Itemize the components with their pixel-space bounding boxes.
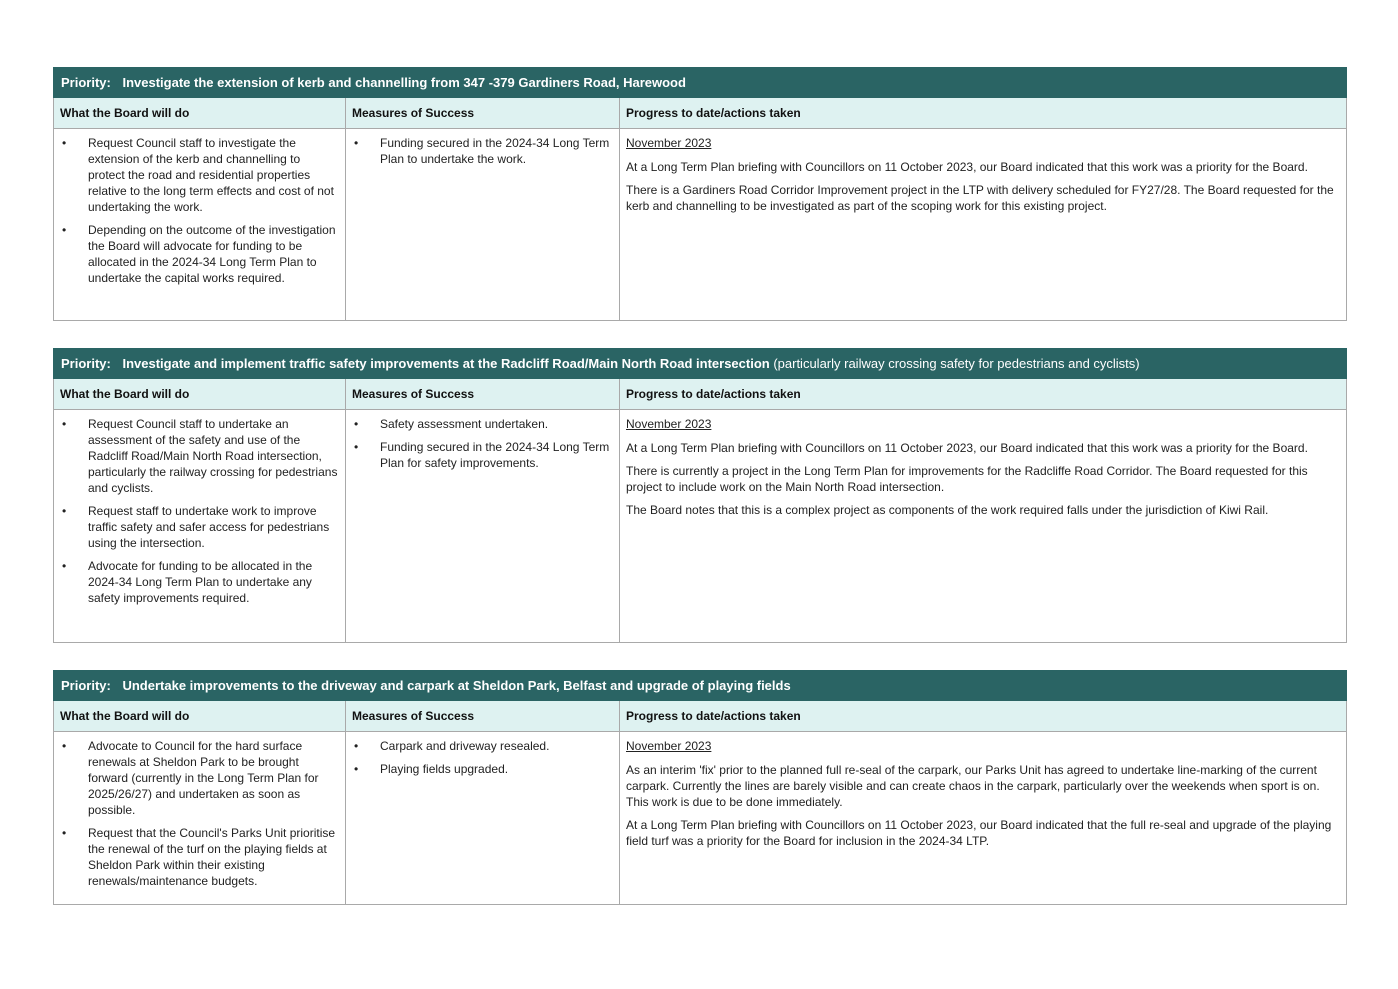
column-header-row <box>54 701 1347 732</box>
progress-paragraph: The Board notes that this is a complex project as components of the work required falls under the jurisdiction of Kiwi Rail. <box>626 503 1269 517</box>
actions-cell <box>54 732 346 905</box>
measures-list <box>352 738 613 777</box>
actions-list <box>60 738 339 889</box>
priority-body-row <box>54 410 1347 643</box>
progress-cell <box>620 410 1347 643</box>
priority-title: Undertake improvements to the driveway and carpark at Sheldon Park, Belfast and upgrade of playing fields <box>122 677 791 693</box>
list-item: • Advocate to Council for the hard surface renewals at Sheldon Park to be brought forward (currently in the Long Term Plan for 2025/26/27) and undertaken as soon as possible. <box>82 738 339 818</box>
list-item: • Request staff to undertake work to improve traffic safety and safer access for pedestrians using the intersection. <box>82 503 339 551</box>
column-header-what: What the Board will do <box>54 379 346 410</box>
progress-date: November 2023 <box>626 417 712 431</box>
progress-paragraph: At a Long Term Plan briefing with Councillors on 11 October 2023, our Board indicated that this work was a priority for the Board. <box>626 441 1308 455</box>
progress-date: November 2023 <box>626 739 712 753</box>
priority-header <box>54 671 1347 701</box>
list-item: • Request Council staff to undertake an assessment of the safety and use of the Radcliff Road/Main North Road intersection, particularly the railway crossing for pedestrians and cyclists. <box>82 416 339 496</box>
progress-paragraph: At a Long Term Plan briefing with Councillors on 11 October 2023, our Board indicated that the full re-seal and upgrade of the playing field turf was a priority for the Board for inclusion in the 2024-34 LTP. <box>626 818 1332 848</box>
priority-table-2 <box>53 348 1347 643</box>
column-header-row <box>54 379 1347 410</box>
priority-label: Priority: <box>61 677 111 693</box>
priority-title-note: (particularly railway crossing safety for pedestrians and cyclists) <box>773 355 1140 371</box>
list-item: • Carpark and driveway resealed. <box>374 738 613 754</box>
list-item: • Request that the Council's Parks Unit prioritise the renewal of the turf on the playing fields at Sheldon Park within their existing renewals/maintenance budgets. <box>82 825 339 889</box>
list-item: • Advocate for funding to be allocated in the 2024-34 Long Term Plan to undertake any safety improvements required. <box>82 558 339 606</box>
column-header-progress: Progress to date/actions taken <box>620 379 1347 410</box>
progress-date: November 2023 <box>626 136 712 150</box>
priority-title: Investigate and implement traffic safety improvements at the Radcliff Road/Main North Road intersection <box>122 355 770 371</box>
column-header-measures: Measures of Success <box>346 701 620 732</box>
actions-list <box>60 416 339 606</box>
measures-list <box>352 135 613 167</box>
column-header-row <box>54 98 1347 129</box>
measures-list <box>352 416 613 471</box>
priority-table-3 <box>53 670 1347 905</box>
actions-cell <box>54 410 346 643</box>
progress-paragraph: There is a Gardiners Road Corridor Improvement project in the LTP with delivery scheduled for FY27/28. The Board requested for the kerb and channelling to be investigated as part of the scoping work for this existing project. <box>626 183 1334 213</box>
priority-label: Priority: <box>61 74 111 90</box>
priority-title: Investigate the extension of kerb and channelling from 347 -379 Gardiners Road, Harewood <box>122 74 686 90</box>
list-item: • Funding secured in the 2024-34 Long Term Plan to undertake the work. <box>374 135 613 167</box>
priority-table-1 <box>53 67 1347 321</box>
priority-header <box>54 68 1347 98</box>
actions-cell <box>54 129 346 321</box>
column-header-measures: Measures of Success <box>346 98 620 129</box>
priority-label: Priority: <box>61 355 111 371</box>
measures-cell <box>346 410 620 643</box>
progress-cell <box>620 732 1347 905</box>
list-item: • Request Council staff to investigate the extension of the kerb and channelling to protect the road and residential properties relative to the long term effects and cost of not undertaking the work. <box>82 135 339 215</box>
priority-body-row <box>54 732 1347 905</box>
column-header-progress: Progress to date/actions taken <box>620 701 1347 732</box>
measures-cell <box>346 129 620 321</box>
list-item: • Depending on the outcome of the investigation the Board will advocate for funding to be allocated in the 2024-34 Long Term Plan to undertake the capital works required. <box>82 222 339 286</box>
column-header-progress: Progress to date/actions taken <box>620 98 1347 129</box>
priority-body-row <box>54 129 1347 321</box>
column-header-what: What the Board will do <box>54 701 346 732</box>
list-item: • Funding secured in the 2024-34 Long Term Plan for safety improvements. <box>374 439 613 471</box>
progress-cell <box>620 129 1347 321</box>
list-item: • Playing fields upgraded. <box>374 761 613 777</box>
actions-list <box>60 135 339 286</box>
measures-cell <box>346 732 620 905</box>
progress-paragraph: At a Long Term Plan briefing with Councillors on 11 October 2023, our Board indicated that this work was a priority for the Board. <box>626 160 1308 174</box>
progress-paragraph: There is currently a project in the Long Term Plan for improvements for the Radcliffe Road Corridor. The Board requested for this project to include work on the Main North Road intersection. <box>626 464 1308 494</box>
column-header-what: What the Board will do <box>54 98 346 129</box>
progress-paragraph: As an interim 'fix' prior to the planned full re-seal of the carpark, our Parks Unit has agreed to undertake line-marking of the current carpark. Currently the lines are barely visible and can create chaos in the carpark, particularly over the weekends when sport is on. This work is due to be done immediately. <box>626 763 1320 809</box>
column-header-measures: Measures of Success <box>346 379 620 410</box>
list-item: • Safety assessment undertaken. <box>374 416 613 432</box>
priority-header <box>54 349 1347 379</box>
